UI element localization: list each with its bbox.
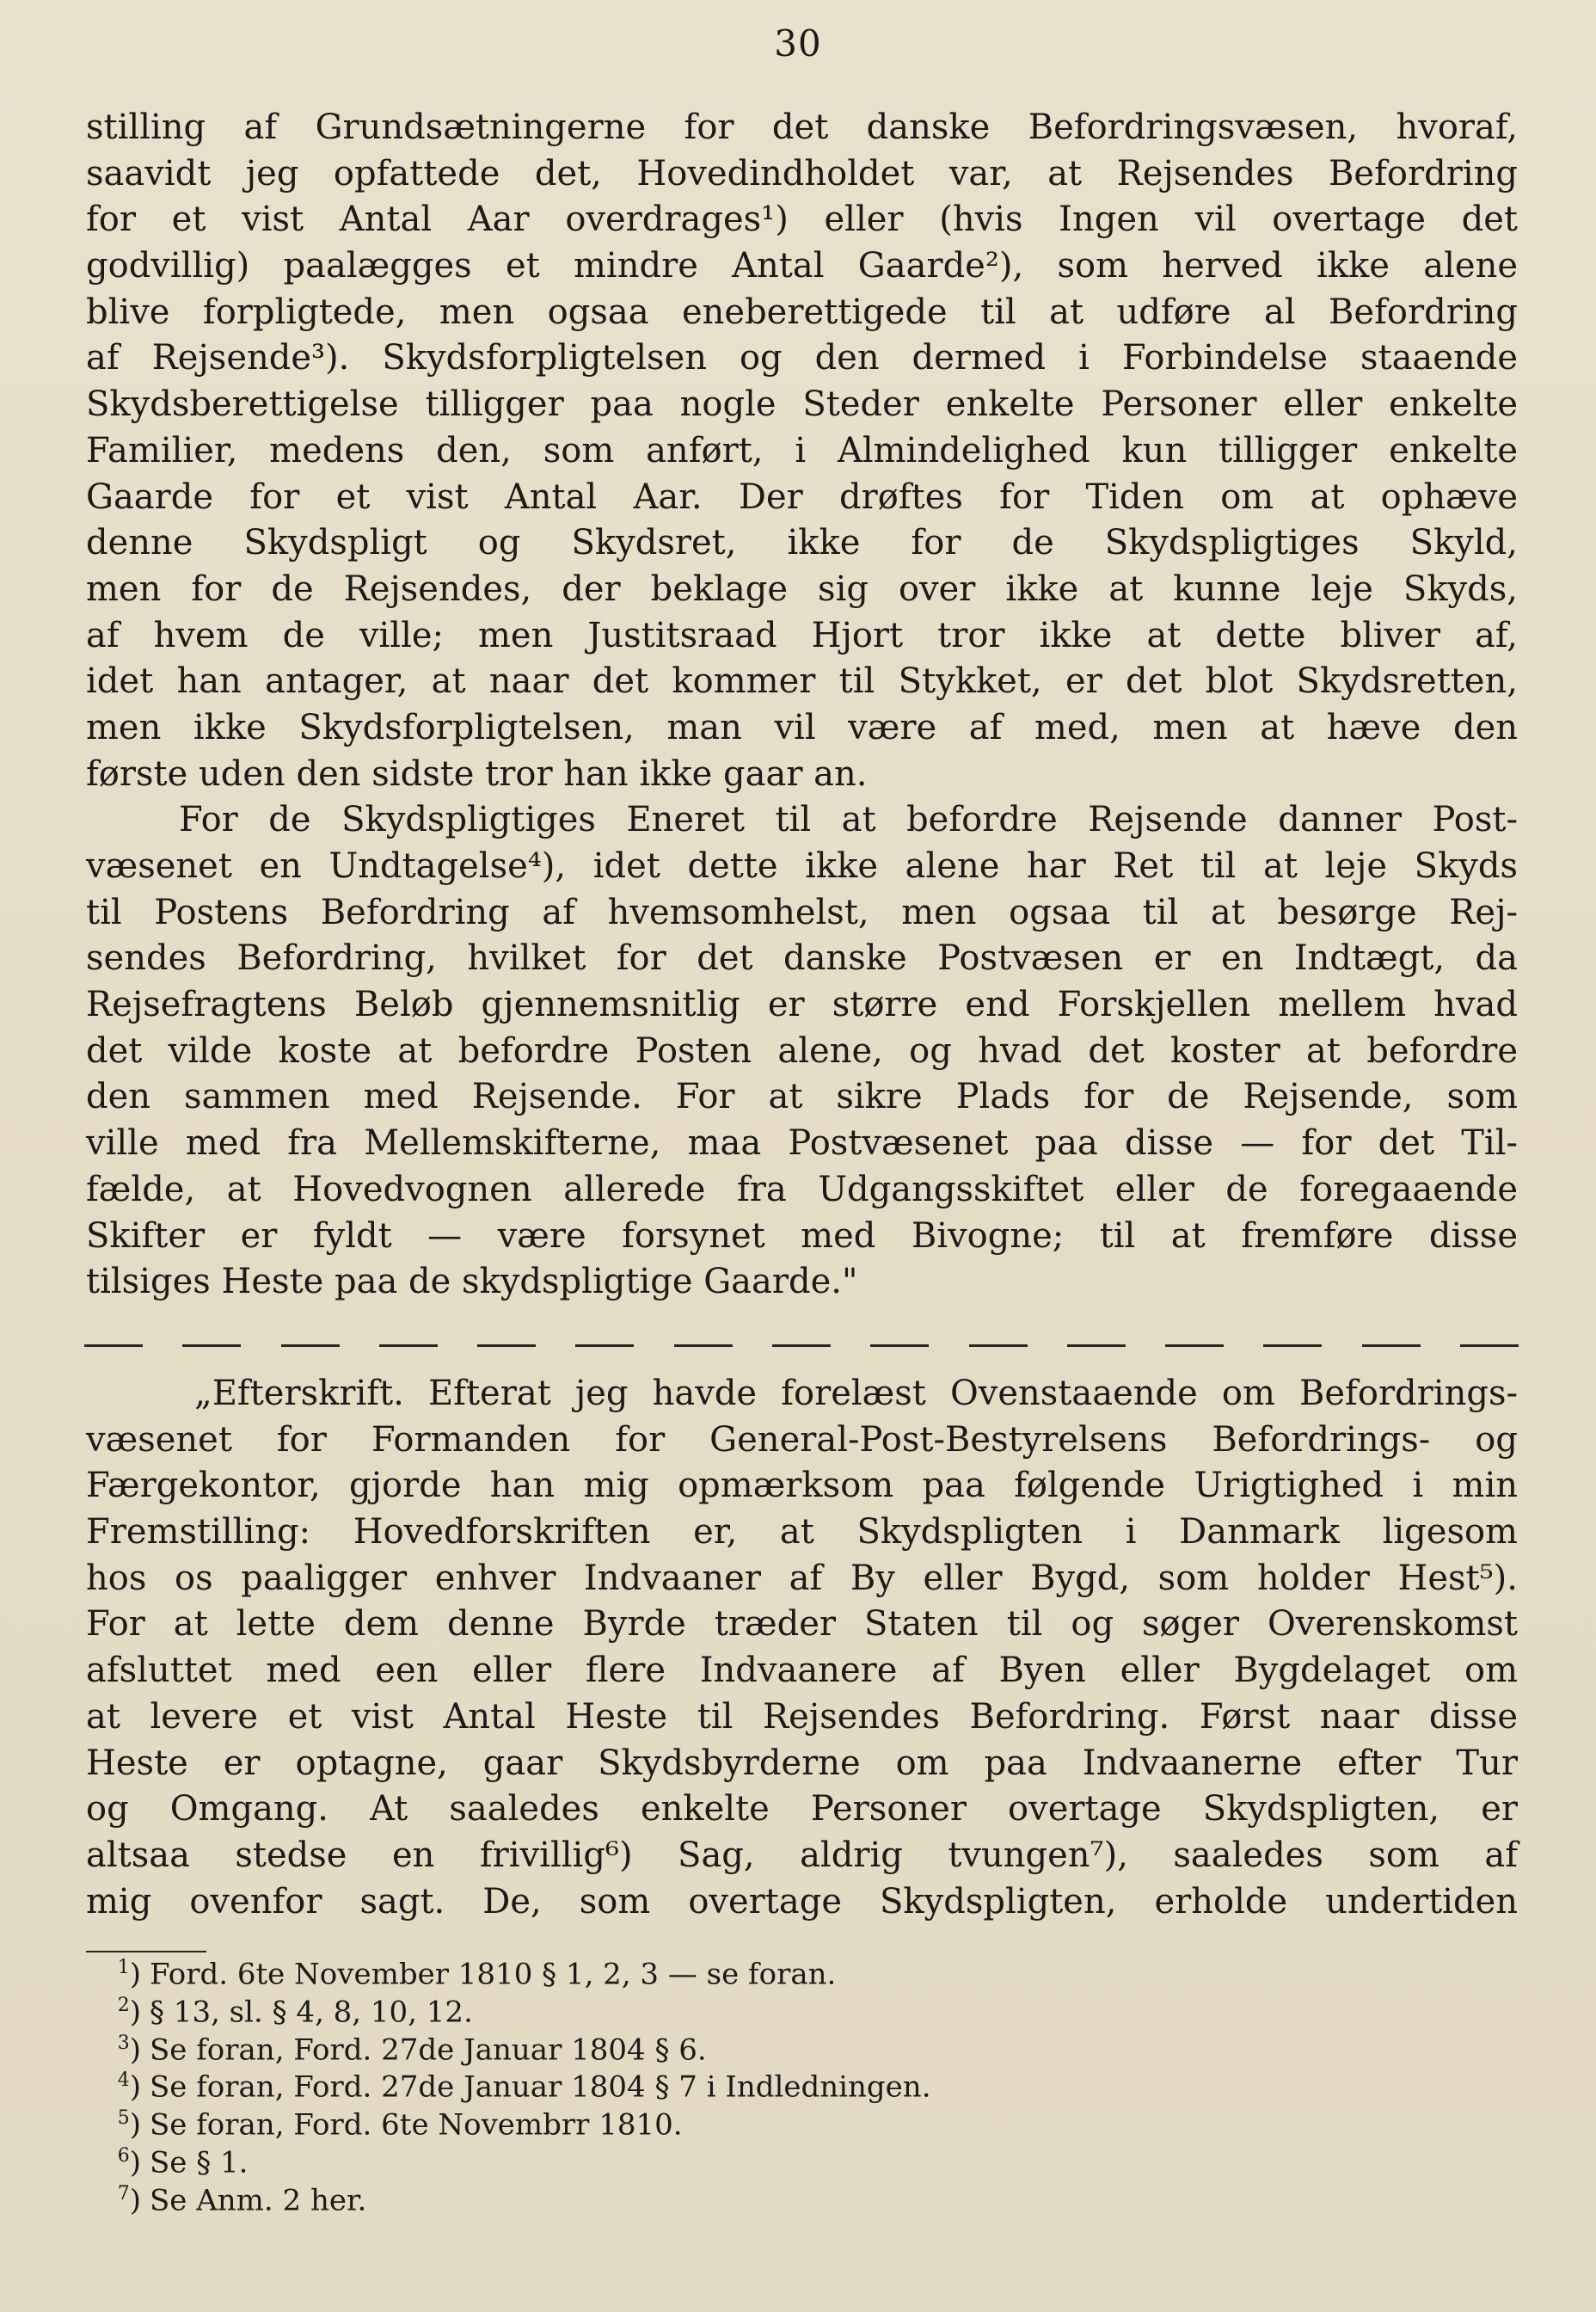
- text-line: for et vist Antal Aar overdrages¹) eller (hvis Ingen vil overtage det: [86, 200, 1518, 240]
- text-line: Rejsefragtens Beløb gjennemsnitlig er større end Forskjellen mellem hvad: [86, 985, 1518, 1025]
- footnotes: [101, 1949, 1477, 2218]
- separator-dash: [1362, 1344, 1421, 1347]
- separator-dash: [379, 1344, 438, 1347]
- separator-dash: [772, 1344, 831, 1347]
- postscript-text: [86, 1371, 1518, 1925]
- footnote-marker: $^1$): [117, 1957, 141, 1992]
- footnote-text: Se § 1.: [150, 2145, 249, 2180]
- text-line: den sammen med Rejsende. For at sikre Plads for de Rejsende, som: [86, 1077, 1518, 1117]
- text-line: og Omgang. At saaledes enkelte Personer overtage Skydspligten, er: [86, 1789, 1518, 1829]
- footnote: [101, 2100, 1477, 2143]
- footnote-text: Se foran, Ford. 27de Januar 1804 § 7 i Indledningen.: [150, 2069, 931, 2105]
- footnote-marker: $^6$): [117, 2144, 141, 2180]
- text-line: at levere et vist Antal Heste til Rejsendes Befordring. Først naar disse: [86, 1696, 1518, 1737]
- text-line: blive forpligtede, men ogsaa eneberettigede til at udføre al Befordring: [86, 292, 1518, 332]
- footnote-marker: $^3$): [117, 2032, 141, 2067]
- text-line: sendes Befordring, hvilket for det danske Postvæsen er en Indtægt, da: [86, 938, 1518, 979]
- footnote-marker: $^7$): [117, 2182, 141, 2218]
- text-line: tilsiges Heste paa de skydspligtige Gaarde.": [86, 1262, 858, 1302]
- text-line: væsenet for Formanden for General-Post-Bestyrelsens Befordrings- og: [86, 1419, 1518, 1460]
- text-line: første uden den sidste tror han ikke gaar an.: [86, 753, 868, 794]
- paragraph-start-line: „Efterskrift. Efterat jeg havde forelæst Ovenstaaende om Befordrings-: [194, 1374, 1518, 1413]
- main-text: [86, 105, 1518, 1306]
- paragraph-start-line: For de Skydspligtiges Eneret til at befordre Rejsende danner Post-: [179, 800, 1518, 840]
- separator-dash: [182, 1344, 241, 1347]
- page-number: 30: [774, 22, 822, 65]
- text-line: afsluttet med een eller flere Indvaanere af Byen eller Bygdelaget om: [86, 1651, 1518, 1691]
- separator-dash: [1165, 1344, 1224, 1347]
- footnote: [101, 1987, 1477, 2030]
- text-line: af Rejsende³). Skydsforpligtelsen og den dermed i Forbindelse staaende: [86, 338, 1518, 378]
- text-line: mig ovenfor sagt. De, som overtage Skydspligten, erholde undertiden: [86, 1881, 1518, 1922]
- separator-dash: [477, 1344, 536, 1347]
- text-line: Skifter er fyldt — være forsynet med Bivogne; til at fremføre disse: [86, 1215, 1518, 1256]
- text-line: men ikke Skydsforpligtelsen, man vil være af med, men at hæve den: [86, 707, 1518, 747]
- separator-dash: [1263, 1344, 1322, 1347]
- footnote: [101, 2025, 1477, 2067]
- text-line: Gaarde for et vist Antal Aar. Der drøftes for Tiden om at ophæve: [86, 477, 1518, 517]
- text-line: det vilde koste at befordre Posten alene, og hvad det koster at befordre: [86, 1030, 1518, 1071]
- text-line: saavidt jeg opfattede det, Hovedindholdet var, at Rejsendes Befordring: [86, 153, 1518, 194]
- separator-dash: [1460, 1344, 1519, 1347]
- separator-dash: [969, 1344, 1028, 1347]
- text-line: Fremstilling: Hovedforskriften er, at Skydspligten i Danmark ligesom: [86, 1512, 1518, 1553]
- footnote: [101, 2062, 1477, 2105]
- separator-dash: [1067, 1344, 1126, 1347]
- footnote: [101, 2137, 1477, 2180]
- text-line: stilling af Grundsætningerne for det danske Befordringsvæsen, hvoraf,: [86, 108, 1518, 147]
- text-line: godvillig) paalægges et mindre Antal Gaarde²), som herved ikke alene: [86, 246, 1518, 286]
- text-line: Skydsberettigelse tilligger paa nogle Steder enkelte Personer eller enkelte: [86, 384, 1518, 425]
- footnote-text: Se foran, Ford. 27de Januar 1804 § 6.: [150, 2032, 707, 2067]
- footnote-text: Ford. 6te November 1810 § 1, 2, 3 — se foran.: [150, 1957, 837, 1992]
- text-line: væsenet en Undtagelse⁴), idet dette ikke alene har Ret til at leje Skyds: [86, 846, 1518, 886]
- text-line: Familier, medens den, som anført, i Almindelighed kun tilligger enkelte: [86, 430, 1518, 470]
- footnote-text: Se Anm. 2 her.: [150, 2183, 367, 2218]
- text-line: af hvem de ville; men Justitsraad Hjort tror ikke at dette bliver af,: [86, 615, 1518, 655]
- text-line: altsaa stedse en frivillig⁶) Sag, aldrig tvungen⁷), saaledes som af: [86, 1835, 1518, 1875]
- footnote-text: Se foran, Ford. 6te Novembrr 1810.: [150, 2107, 683, 2143]
- text-line: Færgekontor, gjorde han mig opmærksom paa følgende Urigtighed i min: [86, 1466, 1518, 1506]
- separator-dash: [575, 1344, 634, 1347]
- text-line: til Postens Befordring af hvemsomhelst, men ogsaa til at besørge Rej-: [86, 892, 1518, 932]
- separator-dash: [84, 1344, 143, 1347]
- footnote-marker: $^5$): [117, 2107, 141, 2143]
- text-line: hos os paaligger enhver Indvaaner af By eller Bygd, som holder Hest⁵).: [86, 1558, 1518, 1598]
- text-line: Heste er optagne, gaar Skydsbyrderne om paa Indvaanerne efter Tur: [86, 1743, 1518, 1783]
- text-line: men for de Rejsendes, der beklage sig over ikke at kunne leje Skyds,: [86, 569, 1518, 609]
- text-line: idet han antager, at naar det kommer til Stykket, er det blot Skydsretten,: [86, 661, 1518, 702]
- dash-separator: [84, 1335, 1519, 1356]
- separator-dash: [870, 1344, 929, 1347]
- text-line: For at lette dem denne Byrde træder Staten til og søger Overenskomst: [86, 1604, 1518, 1645]
- footnote: [101, 1949, 1477, 1992]
- text-line: ville med fra Mellemskifterne, maa Postvæsenet paa disse — for det Til-: [86, 1123, 1518, 1164]
- separator-dash: [674, 1344, 733, 1347]
- text-line: fælde, at Hovedvognen allerede fra Udgangsskiftet eller de foregaaende: [86, 1169, 1518, 1209]
- footnote: [101, 2175, 1477, 2218]
- footnote-marker: $^2$): [117, 1994, 141, 2030]
- footnote-text: § 13, sl. § 4, 8, 10, 12.: [150, 1995, 473, 2030]
- footnote-marker: $^4$): [117, 2069, 141, 2105]
- separator-dash: [281, 1344, 340, 1347]
- text-line: denne Skydspligt og Skydsret, ikke for de Skydspligtiges Skyld,: [86, 523, 1518, 563]
